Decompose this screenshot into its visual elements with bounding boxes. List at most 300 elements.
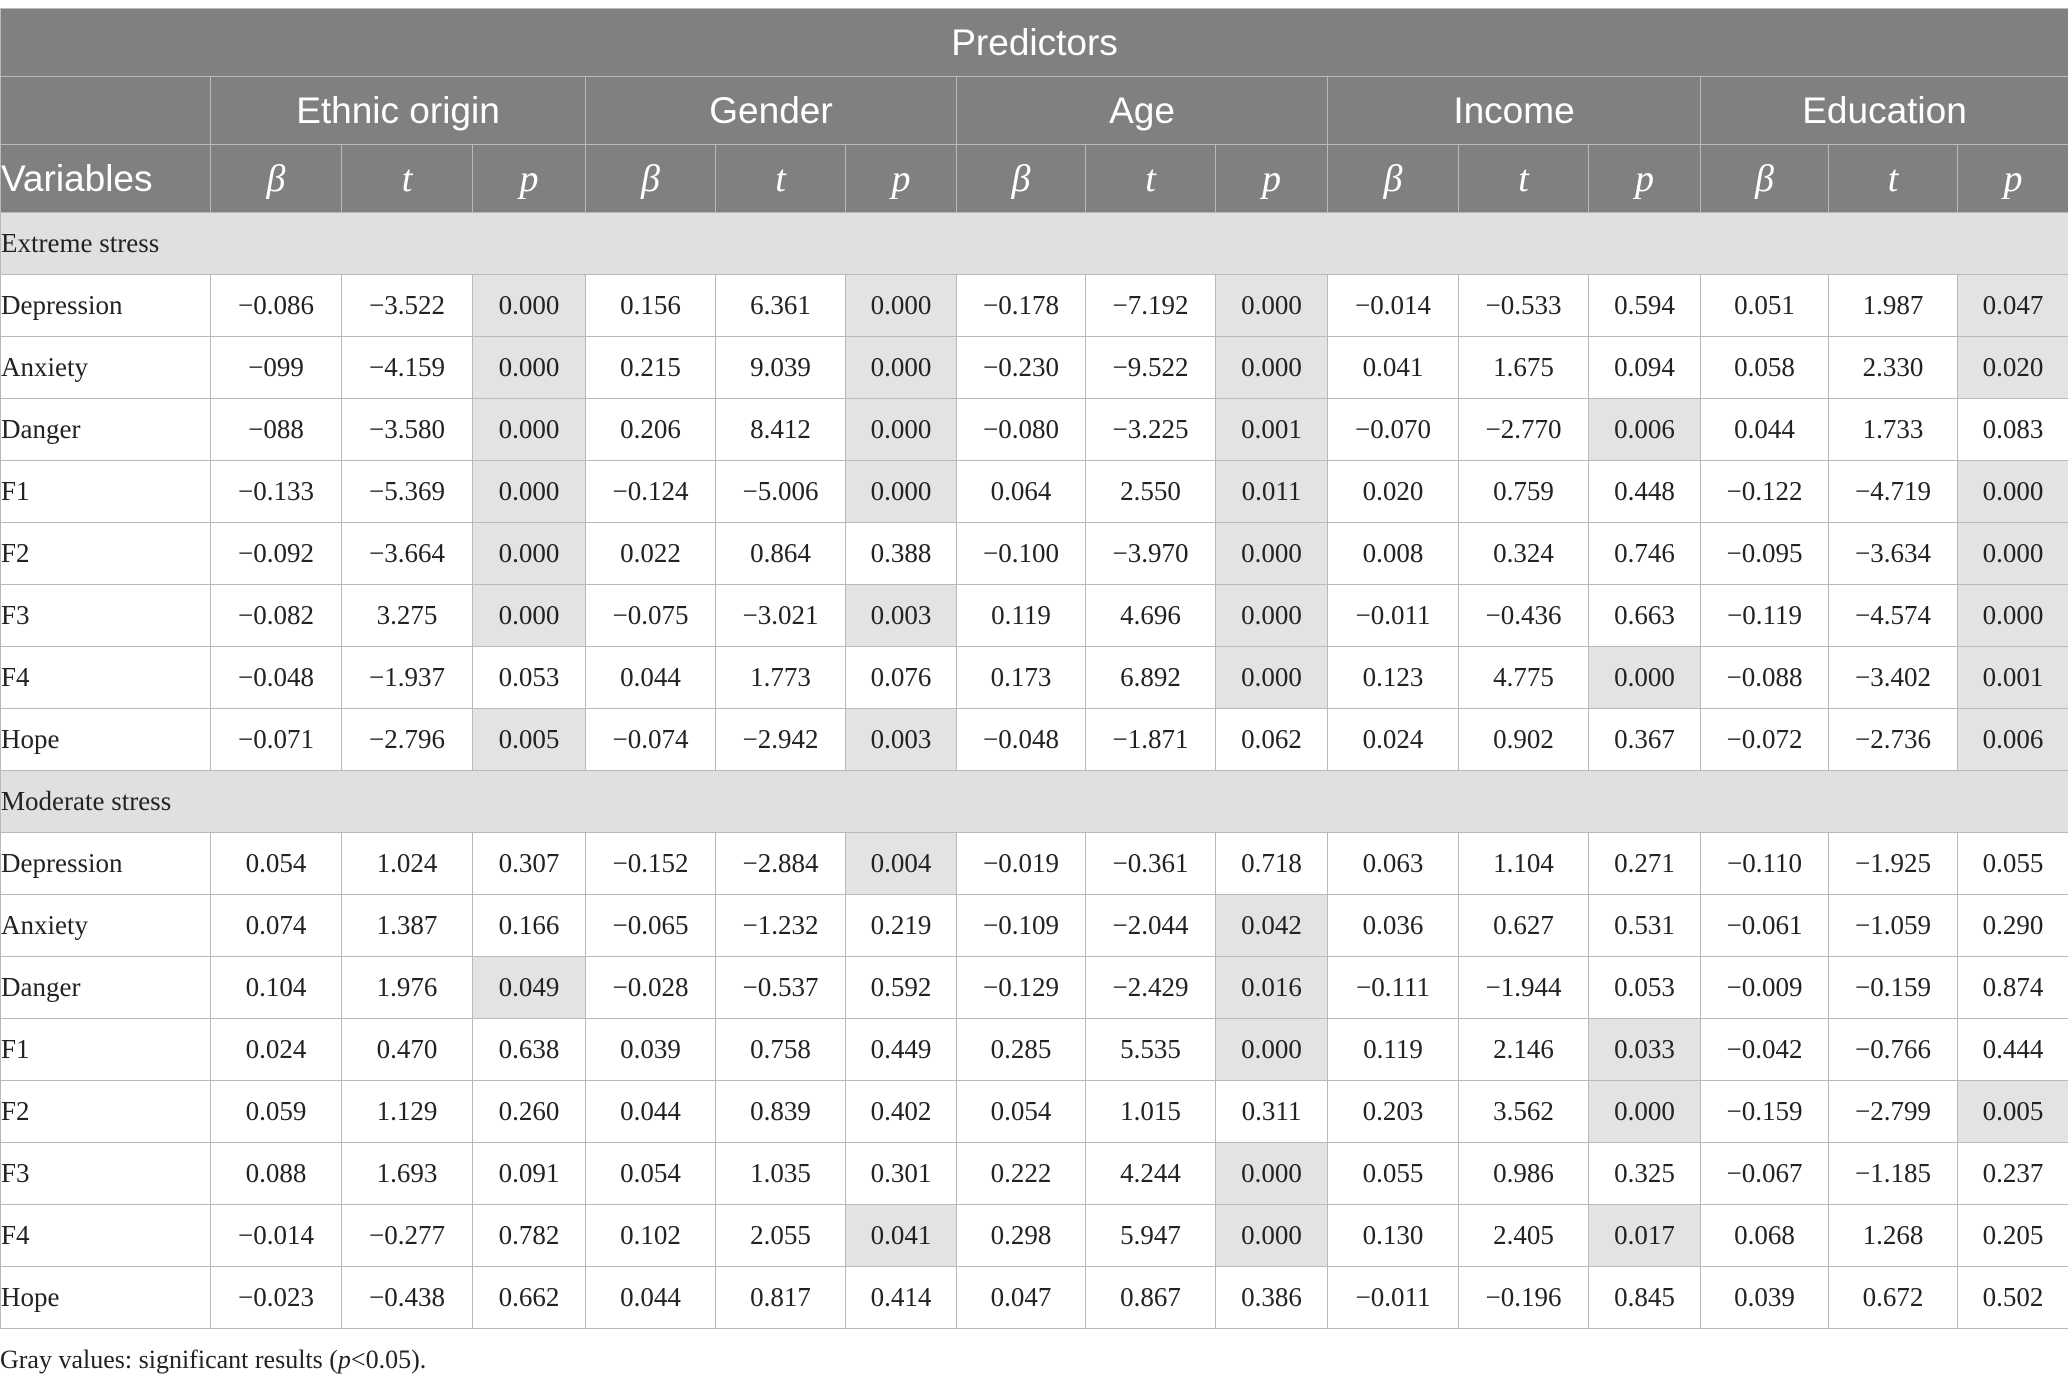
t-value-cell: −2.884 [716, 833, 846, 895]
t-value-cell: 5.535 [1086, 1019, 1216, 1081]
p-value-cell: 0.000 [1958, 461, 2068, 523]
variable-name: F4 [1, 1205, 211, 1267]
beta-cell: 0.123 [1328, 647, 1459, 709]
p-value-cell: 0.402 [846, 1081, 957, 1143]
beta-cell: −0.082 [211, 585, 342, 647]
beta-cell: −0.074 [586, 709, 716, 771]
beta-cell: 0.285 [957, 1019, 1086, 1081]
t-value-cell: −2.736 [1829, 709, 1958, 771]
footnote-suffix: <0.05). [350, 1345, 427, 1374]
predictor-header: Income [1328, 77, 1701, 145]
t-value-cell: −1.185 [1829, 1143, 1958, 1205]
p-value-cell: 0.386 [1216, 1267, 1328, 1329]
t-value-cell: 8.412 [716, 399, 846, 461]
t-value-cell: −3.522 [342, 275, 473, 337]
t-value-cell: −7.192 [1086, 275, 1216, 337]
t-value-cell: −3.021 [716, 585, 846, 647]
stat-header: β [1328, 145, 1459, 213]
t-value-cell: −2.796 [342, 709, 473, 771]
stat-header: β [211, 145, 342, 213]
variables-header: Variables [1, 145, 211, 213]
beta-cell: 0.047 [957, 1267, 1086, 1329]
stat-header: t [342, 145, 473, 213]
p-value-cell: 0.000 [473, 275, 586, 337]
t-value-cell: 0.627 [1459, 895, 1589, 957]
t-value-cell: 1.024 [342, 833, 473, 895]
t-value-cell: 1.035 [716, 1143, 846, 1205]
stat-header: p [1589, 145, 1701, 213]
t-value-cell: −0.438 [342, 1267, 473, 1329]
p-value-cell: 0.502 [1958, 1267, 2068, 1329]
beta-cell: −0.071 [211, 709, 342, 771]
blank-header-cell [1, 77, 211, 145]
beta-cell: 0.020 [1328, 461, 1459, 523]
t-value-cell: −1.925 [1829, 833, 1958, 895]
t-value-cell: −2.942 [716, 709, 846, 771]
beta-cell: −0.023 [211, 1267, 342, 1329]
stat-header: β [957, 145, 1086, 213]
t-value-cell: −9.522 [1086, 337, 1216, 399]
beta-cell: 0.024 [1328, 709, 1459, 771]
beta-cell: 0.059 [211, 1081, 342, 1143]
section-label: Extreme stress [1, 213, 2068, 275]
table-row [1, 585, 2068, 647]
table-row [1, 833, 2068, 895]
beta-cell: 0.058 [1701, 337, 1829, 399]
beta-cell: 0.039 [586, 1019, 716, 1081]
beta-cell: −0.086 [211, 275, 342, 337]
variable-name: F1 [1, 1019, 211, 1081]
beta-cell: −0.129 [957, 957, 1086, 1019]
beta-cell: 0.173 [957, 647, 1086, 709]
beta-cell: −0.048 [957, 709, 1086, 771]
t-value-cell: 1.733 [1829, 399, 1958, 461]
t-value-cell: 0.867 [1086, 1267, 1216, 1329]
beta-cell: 0.022 [586, 523, 716, 585]
beta-cell: −0.009 [1701, 957, 1829, 1019]
t-value-cell: −3.580 [342, 399, 473, 461]
t-value-cell: 1.675 [1459, 337, 1589, 399]
t-value-cell: −0.537 [716, 957, 846, 1019]
section-row [1, 213, 2068, 275]
p-value-cell: 0.592 [846, 957, 957, 1019]
t-value-cell: −5.369 [342, 461, 473, 523]
p-value-cell: 0.000 [846, 399, 957, 461]
t-value-cell: −0.159 [1829, 957, 1958, 1019]
beta-cell: 0.044 [586, 1267, 716, 1329]
variable-name: F4 [1, 647, 211, 709]
table-row [1, 1143, 2068, 1205]
beta-cell: −0.011 [1328, 1267, 1459, 1329]
p-value-cell: 0.311 [1216, 1081, 1328, 1143]
beta-cell: 0.063 [1328, 833, 1459, 895]
p-value-cell: 0.290 [1958, 895, 2068, 957]
t-value-cell: −0.361 [1086, 833, 1216, 895]
p-value-cell: 0.663 [1589, 585, 1701, 647]
t-value-cell: 1.104 [1459, 833, 1589, 895]
t-value-cell: −4.719 [1829, 461, 1958, 523]
beta-cell: 0.064 [957, 461, 1086, 523]
t-value-cell: 0.902 [1459, 709, 1589, 771]
t-value-cell: 5.947 [1086, 1205, 1216, 1267]
predictor-header: Gender [586, 77, 957, 145]
p-value-cell: 0.000 [1216, 1205, 1328, 1267]
beta-cell: −0.067 [1701, 1143, 1829, 1205]
beta-cell: 0.051 [1701, 275, 1829, 337]
beta-cell: −0.230 [957, 337, 1086, 399]
beta-cell: 0.044 [1701, 399, 1829, 461]
p-value-cell: 0.638 [473, 1019, 586, 1081]
p-value-cell: 0.000 [1216, 647, 1328, 709]
beta-cell: −0.100 [957, 523, 1086, 585]
p-value-cell: 0.000 [1958, 585, 2068, 647]
variable-name: F3 [1, 585, 211, 647]
beta-cell: −0.092 [211, 523, 342, 585]
t-value-cell: 2.550 [1086, 461, 1216, 523]
p-value-cell: 0.367 [1589, 709, 1701, 771]
t-value-cell: −3.225 [1086, 399, 1216, 461]
table-row [1, 1019, 2068, 1081]
beta-cell: −0.014 [211, 1205, 342, 1267]
beta-cell: 0.039 [1701, 1267, 1829, 1329]
stat-header-row [1, 145, 2068, 213]
p-value-cell: 0.000 [846, 275, 957, 337]
p-value-cell: 0.011 [1216, 461, 1328, 523]
p-value-cell: 0.000 [1216, 1143, 1328, 1205]
stat-header: t [1459, 145, 1589, 213]
beta-cell: −0.075 [586, 585, 716, 647]
beta-cell: 0.044 [586, 647, 716, 709]
variable-name: Danger [1, 399, 211, 461]
t-value-cell: 1.693 [342, 1143, 473, 1205]
beta-cell: 0.068 [1701, 1205, 1829, 1267]
t-value-cell: 4.696 [1086, 585, 1216, 647]
variable-name: Depression [1, 833, 211, 895]
p-value-cell: 0.000 [1216, 585, 1328, 647]
table-title: Predictors [1, 9, 2068, 77]
p-value-cell: 0.000 [1589, 1081, 1701, 1143]
p-value-cell: 0.055 [1958, 833, 2068, 895]
t-value-cell: −1.232 [716, 895, 846, 957]
beta-cell: −0.178 [957, 275, 1086, 337]
p-value-cell: 0.000 [846, 461, 957, 523]
t-value-cell: 3.275 [342, 585, 473, 647]
p-value-cell: 0.091 [473, 1143, 586, 1205]
t-value-cell: 0.758 [716, 1019, 846, 1081]
t-value-cell: 2.330 [1829, 337, 1958, 399]
t-value-cell: 6.361 [716, 275, 846, 337]
t-value-cell: 0.986 [1459, 1143, 1589, 1205]
t-value-cell: −0.533 [1459, 275, 1589, 337]
p-value-cell: 0.000 [473, 337, 586, 399]
p-value-cell: 0.033 [1589, 1019, 1701, 1081]
p-value-cell: 0.301 [846, 1143, 957, 1205]
beta-cell: 0.055 [1328, 1143, 1459, 1205]
variable-name: F2 [1, 1081, 211, 1143]
t-value-cell: 0.759 [1459, 461, 1589, 523]
p-value-cell: 0.718 [1216, 833, 1328, 895]
variable-name: F3 [1, 1143, 211, 1205]
p-value-cell: 0.000 [473, 399, 586, 461]
t-value-cell: −4.574 [1829, 585, 1958, 647]
p-value-cell: 0.062 [1216, 709, 1328, 771]
p-value-cell: 0.874 [1958, 957, 2068, 1019]
section-row [1, 771, 2068, 833]
t-value-cell: −2.429 [1086, 957, 1216, 1019]
predictor-header: Education [1701, 77, 2068, 145]
p-value-cell: 0.005 [1958, 1081, 2068, 1143]
t-value-cell: −0.196 [1459, 1267, 1589, 1329]
t-value-cell: 1.129 [342, 1081, 473, 1143]
p-value-cell: 0.449 [846, 1019, 957, 1081]
beta-cell: 0.130 [1328, 1205, 1459, 1267]
t-value-cell: −0.277 [342, 1205, 473, 1267]
beta-cell: 0.203 [1328, 1081, 1459, 1143]
beta-cell: −0.080 [957, 399, 1086, 461]
variable-name: Depression [1, 275, 211, 337]
p-value-cell: 0.042 [1216, 895, 1328, 957]
beta-cell: 0.008 [1328, 523, 1459, 585]
p-value-cell: 0.531 [1589, 895, 1701, 957]
beta-cell: −0.133 [211, 461, 342, 523]
footnote-prefix: Gray values: significant results ( [0, 1345, 338, 1374]
table-row [1, 399, 2068, 461]
p-value-cell: 0.746 [1589, 523, 1701, 585]
t-value-cell: 1.268 [1829, 1205, 1958, 1267]
p-value-cell: 0.448 [1589, 461, 1701, 523]
t-value-cell: −1.937 [342, 647, 473, 709]
variable-name: Danger [1, 957, 211, 1019]
p-value-cell: 0.444 [1958, 1019, 2068, 1081]
p-value-cell: 0.000 [1216, 1019, 1328, 1081]
t-value-cell: 0.470 [342, 1019, 473, 1081]
variable-name: Hope [1, 1267, 211, 1329]
beta-cell: 0.088 [211, 1143, 342, 1205]
p-value-cell: 0.594 [1589, 275, 1701, 337]
t-value-cell: −2.799 [1829, 1081, 1958, 1143]
p-value-cell: 0.414 [846, 1267, 957, 1329]
beta-cell: −0.072 [1701, 709, 1829, 771]
predictor-header: Ethnic origin [211, 77, 586, 145]
t-value-cell: −0.766 [1829, 1019, 1958, 1081]
table-row [1, 1267, 2068, 1329]
p-value-cell: 0.003 [846, 585, 957, 647]
beta-cell: −0.095 [1701, 523, 1829, 585]
table-body [1, 213, 2068, 1329]
p-value-cell: 0.000 [473, 585, 586, 647]
stat-header: t [716, 145, 846, 213]
beta-cell: 0.036 [1328, 895, 1459, 957]
beta-cell: −0.111 [1328, 957, 1459, 1019]
stat-header: t [1086, 145, 1216, 213]
p-value-cell: 0.000 [1216, 337, 1328, 399]
p-value-cell: 0.205 [1958, 1205, 2068, 1267]
p-value-cell: 0.260 [473, 1081, 586, 1143]
p-value-cell: 0.053 [473, 647, 586, 709]
p-value-cell: 0.016 [1216, 957, 1328, 1019]
t-value-cell: −3.634 [1829, 523, 1958, 585]
table-row [1, 1081, 2068, 1143]
t-value-cell: −2.044 [1086, 895, 1216, 957]
beta-cell: −0.065 [586, 895, 716, 957]
stat-header: p [473, 145, 586, 213]
table-row [1, 895, 2068, 957]
p-value-cell: 0.388 [846, 523, 957, 585]
table-row [1, 275, 2068, 337]
beta-cell: 0.119 [1328, 1019, 1459, 1081]
p-value-cell: 0.000 [1958, 523, 2068, 585]
p-value-cell: 0.000 [473, 461, 586, 523]
p-value-cell: 0.782 [473, 1205, 586, 1267]
t-value-cell: −0.436 [1459, 585, 1589, 647]
beta-cell: −0.042 [1701, 1019, 1829, 1081]
beta-cell: 0.054 [957, 1081, 1086, 1143]
section-label: Moderate stress [1, 771, 2068, 833]
p-value-cell: 0.845 [1589, 1267, 1701, 1329]
t-value-cell: 9.039 [716, 337, 846, 399]
beta-cell: −0.124 [586, 461, 716, 523]
table-row [1, 1205, 2068, 1267]
table-row [1, 647, 2068, 709]
beta-cell: −0.110 [1701, 833, 1829, 895]
stat-header: p [1958, 145, 2068, 213]
t-value-cell: 6.892 [1086, 647, 1216, 709]
beta-cell: 0.119 [957, 585, 1086, 647]
p-value-cell: 0.006 [1958, 709, 2068, 771]
t-value-cell: −1.059 [1829, 895, 1958, 957]
beta-cell: −0.070 [1328, 399, 1459, 461]
p-value-cell: 0.166 [473, 895, 586, 957]
beta-cell: 0.222 [957, 1143, 1086, 1205]
t-value-cell: 4.775 [1459, 647, 1589, 709]
variable-name: Anxiety [1, 895, 211, 957]
t-value-cell: 0.324 [1459, 523, 1589, 585]
t-value-cell: −3.970 [1086, 523, 1216, 585]
p-value-cell: 0.017 [1589, 1205, 1701, 1267]
beta-cell: −0.028 [586, 957, 716, 1019]
p-value-cell: 0.020 [1958, 337, 2068, 399]
beta-cell: 0.054 [586, 1143, 716, 1205]
beta-cell: 0.041 [1328, 337, 1459, 399]
beta-cell: 0.074 [211, 895, 342, 957]
t-value-cell: 1.015 [1086, 1081, 1216, 1143]
t-value-cell: 1.773 [716, 647, 846, 709]
footnote-symbol: p [337, 1345, 351, 1374]
stat-header: p [846, 145, 957, 213]
p-value-cell: 0.001 [1216, 399, 1328, 461]
p-value-cell: 0.076 [846, 647, 957, 709]
p-value-cell: 0.004 [846, 833, 957, 895]
table-row [1, 709, 2068, 771]
results-table [0, 8, 2068, 1329]
p-value-cell: 0.041 [846, 1205, 957, 1267]
predictor-header-row [1, 77, 2068, 145]
table-row [1, 957, 2068, 1019]
t-value-cell: 1.976 [342, 957, 473, 1019]
t-value-cell: −3.402 [1829, 647, 1958, 709]
beta-cell: 0.044 [586, 1081, 716, 1143]
stat-header: β [1701, 145, 1829, 213]
p-value-cell: 0.307 [473, 833, 586, 895]
variable-name: F2 [1, 523, 211, 585]
beta-cell: 0.104 [211, 957, 342, 1019]
t-value-cell: 0.864 [716, 523, 846, 585]
beta-cell: 0.298 [957, 1205, 1086, 1267]
t-value-cell: 3.562 [1459, 1081, 1589, 1143]
table-row [1, 461, 2068, 523]
p-value-cell: 0.094 [1589, 337, 1701, 399]
beta-cell: −088 [211, 399, 342, 461]
beta-cell: 0.054 [211, 833, 342, 895]
variable-name: Hope [1, 709, 211, 771]
t-value-cell: 0.672 [1829, 1267, 1958, 1329]
variable-name: Anxiety [1, 337, 211, 399]
p-value-cell: 0.000 [1589, 647, 1701, 709]
beta-cell: −0.011 [1328, 585, 1459, 647]
p-value-cell: 0.005 [473, 709, 586, 771]
footnote [0, 1345, 426, 1375]
beta-cell: 0.024 [211, 1019, 342, 1081]
beta-cell: −0.061 [1701, 895, 1829, 957]
beta-cell: −0.048 [211, 647, 342, 709]
t-value-cell: 0.839 [716, 1081, 846, 1143]
beta-cell: −0.088 [1701, 647, 1829, 709]
stat-header: p [1216, 145, 1328, 213]
t-value-cell: 1.987 [1829, 275, 1958, 337]
beta-cell: 0.215 [586, 337, 716, 399]
p-value-cell: 0.662 [473, 1267, 586, 1329]
p-value-cell: 0.053 [1589, 957, 1701, 1019]
beta-cell: −0.122 [1701, 461, 1829, 523]
p-value-cell: 0.219 [846, 895, 957, 957]
beta-cell: 0.102 [586, 1205, 716, 1267]
stat-header: β [586, 145, 716, 213]
table-row [1, 523, 2068, 585]
beta-cell: 0.206 [586, 399, 716, 461]
t-value-cell: −1.871 [1086, 709, 1216, 771]
t-value-cell: −4.159 [342, 337, 473, 399]
p-value-cell: 0.325 [1589, 1143, 1701, 1205]
beta-cell: −0.119 [1701, 585, 1829, 647]
p-value-cell: 0.006 [1589, 399, 1701, 461]
title-row [1, 9, 2068, 77]
beta-cell: 0.156 [586, 275, 716, 337]
t-value-cell: 4.244 [1086, 1143, 1216, 1205]
beta-cell: −0.014 [1328, 275, 1459, 337]
p-value-cell: 0.000 [1216, 523, 1328, 585]
p-value-cell: 0.083 [1958, 399, 2068, 461]
t-value-cell: −3.664 [342, 523, 473, 585]
t-value-cell: 1.387 [342, 895, 473, 957]
p-value-cell: 0.000 [473, 523, 586, 585]
stat-header: t [1829, 145, 1958, 213]
p-value-cell: 0.000 [1216, 275, 1328, 337]
beta-cell: −0.159 [1701, 1081, 1829, 1143]
table-row [1, 337, 2068, 399]
t-value-cell: −5.006 [716, 461, 846, 523]
predictor-header: Age [957, 77, 1328, 145]
t-value-cell: −2.770 [1459, 399, 1589, 461]
beta-cell: −0.109 [957, 895, 1086, 957]
t-value-cell: 2.146 [1459, 1019, 1589, 1081]
p-value-cell: 0.237 [1958, 1143, 2068, 1205]
t-value-cell: 2.405 [1459, 1205, 1589, 1267]
p-value-cell: 0.049 [473, 957, 586, 1019]
p-value-cell: 0.271 [1589, 833, 1701, 895]
t-value-cell: 0.817 [716, 1267, 846, 1329]
t-value-cell: 2.055 [716, 1205, 846, 1267]
beta-cell: −099 [211, 337, 342, 399]
